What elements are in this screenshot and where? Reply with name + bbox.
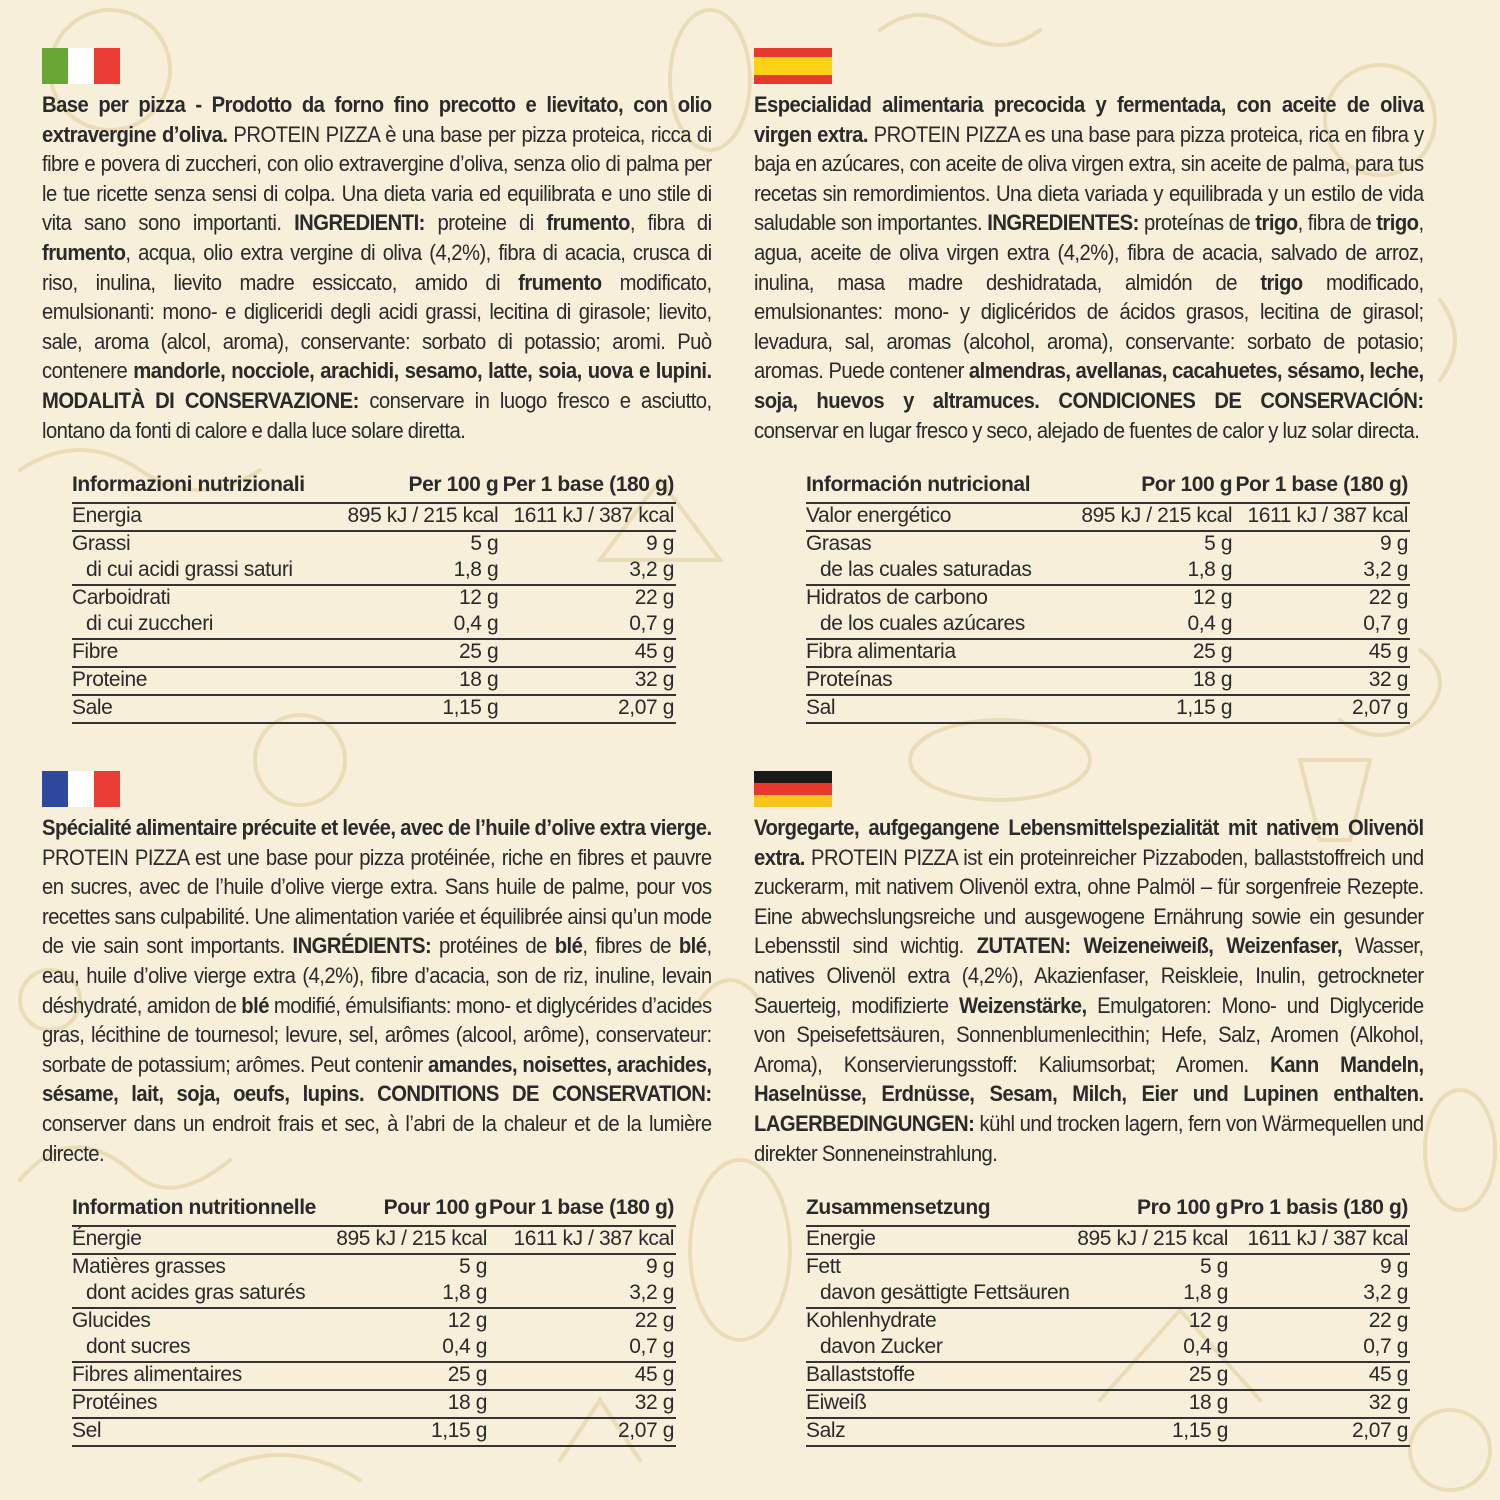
value-per-base: 2,07 g bbox=[489, 1418, 676, 1446]
value-per-100g: 12 g bbox=[447, 1309, 488, 1332]
text-run: Wasser, natives Olivenöl extra (4,2%), Akazienfaser, Reiskleie, Inulin, getrockneter Sauerteig, modifizierte bbox=[754, 933, 1424, 1018]
table-row bbox=[806, 585, 1410, 612]
bold-text-run: Base per pizza - Prodotto da forno fino precotto e lievitato, con olio extravergine d’oliva. bbox=[42, 92, 712, 147]
table-row bbox=[72, 1254, 676, 1281]
value-per-100g: 5 g bbox=[459, 1255, 488, 1278]
value-per-base: 45 g bbox=[489, 1362, 676, 1390]
text-run: proteínas de bbox=[1138, 210, 1256, 236]
value-per-100g: 12 g bbox=[1192, 586, 1233, 609]
nutrient-name: Sal bbox=[806, 695, 1073, 723]
column-header: Information nutritionnelle bbox=[72, 1191, 331, 1226]
table-row bbox=[72, 1362, 676, 1390]
column-header: Por 1 base (180 g) bbox=[1234, 468, 1410, 503]
value-per-base: 45 g bbox=[500, 639, 676, 667]
bold-text-run: mandorle, nocciole, arachidi, sesamo, latte, soia, uova e lupini. MODALITÀ DI CONSERVAZIONE: bbox=[42, 358, 712, 413]
italy-flag-icon bbox=[42, 48, 120, 84]
nutrient-name: de los cuales azúcares bbox=[806, 612, 1073, 639]
table-header-row bbox=[72, 468, 676, 503]
bold-text-run: amandes, noisettes, arachides, sésame, lait, soja, oeufs, lupins. CONDITIONS DE CONSERVATION: bbox=[42, 1051, 712, 1107]
value-per-100g: 18 g bbox=[339, 667, 500, 695]
nutrition-table bbox=[72, 1191, 676, 1447]
nutrient-name: de las cuales saturadas bbox=[806, 558, 1073, 585]
nutrient-name: Sale bbox=[72, 695, 339, 723]
table-header-row bbox=[806, 468, 1410, 503]
table-row bbox=[806, 1281, 1410, 1308]
bold-text-run: INGREDIENTES: bbox=[987, 210, 1139, 236]
nutrient-name: davon gesättigte Fettsäuren bbox=[806, 1281, 1074, 1308]
bold-text-run: INGRÉDIENTS: bbox=[292, 933, 432, 959]
nutrient-name: Matières grasses bbox=[72, 1255, 226, 1278]
nutrition-facts-table bbox=[72, 1191, 676, 1447]
nutrient-name: Hidratos de carbono bbox=[806, 586, 988, 609]
column-header: Zusammensetzung bbox=[806, 1191, 1074, 1226]
value-per-100g: 25 g bbox=[339, 639, 500, 667]
table-row bbox=[72, 585, 676, 612]
value-per-base: 3,2 g bbox=[500, 558, 676, 585]
table-row bbox=[806, 503, 1410, 531]
bold-text-run: frumento bbox=[546, 210, 630, 236]
value-per-100g: 1,8 g bbox=[331, 1281, 489, 1308]
bold-text-run: INGREDIENTI: bbox=[294, 210, 425, 236]
value-per-base: 22 g bbox=[1368, 586, 1408, 609]
value-per-base: 0,7 g bbox=[489, 1335, 676, 1362]
nutrient-name: di cui acidi grassi saturi bbox=[72, 558, 339, 585]
italian-section bbox=[42, 48, 712, 719]
value-per-100g: 12 g bbox=[459, 586, 499, 609]
value-per-base: 1611 kJ / 387 kcal bbox=[1234, 503, 1410, 531]
table-row bbox=[806, 531, 1410, 558]
text-run: kühl und trocken lagern, fern von Wärmequellen und direkter Sonneneinstrahlung. bbox=[754, 1110, 1424, 1166]
bold-text-run: ZUTATEN: Weizeneiweiß, Weizenfaser, bbox=[976, 933, 1343, 959]
nutrient-name: Energia bbox=[72, 503, 339, 531]
german-section bbox=[754, 771, 1424, 1442]
text-run: , acqua, olio extra vergine di oliva (4,2%), fibra di acacia, crusca di riso, inulina, lievito madre essiccato, amido di bbox=[42, 239, 712, 295]
value-per-base: 9 g bbox=[646, 532, 674, 555]
product-description bbox=[42, 90, 712, 445]
table-row bbox=[806, 667, 1410, 695]
table-row bbox=[806, 639, 1410, 667]
bold-text-run: blé bbox=[241, 992, 269, 1018]
nutrient-name: davon Zucker bbox=[806, 1335, 1074, 1362]
nutrient-name: di cui zuccheri bbox=[72, 612, 339, 639]
bold-text-run: Kann Mandeln, Haselnüsse, Erdnüsse, Sesam, Milch, Eier und Lupinen enthalten. LAGERBEDINGUNGEN: bbox=[754, 1051, 1424, 1136]
column-header: Pour 1 base (180 g) bbox=[489, 1191, 676, 1226]
bold-text-run: Weizenstärke, bbox=[958, 992, 1087, 1018]
nutrient-name: dont sucres bbox=[72, 1335, 331, 1362]
text-run: PROTEIN PIZZA ist ein proteinreicher Pizzaboden, ballaststoffreich und zuckerarm, mit nativem Olivenöl extra, ohne Palmöl – für sorgenfreie Rezepte. Eine abwechslungsreiche und ausgewogene Ernährung sowie ein gesunder Lebensstil sind wichtig. bbox=[754, 844, 1424, 959]
nutrient-name: Carboidrati bbox=[72, 586, 171, 609]
text-run: proteine di bbox=[424, 210, 547, 236]
nutrition-facts-table bbox=[72, 468, 676, 724]
bold-text-run: Spécialité alimentaire précuite et levée, avec de l’huile d’olive extra vierge. bbox=[42, 815, 712, 840]
table-row bbox=[72, 503, 676, 531]
value-per-100g: 1,8 g bbox=[1073, 558, 1234, 585]
table-row bbox=[806, 1362, 1410, 1390]
nutrient-name: Fett bbox=[806, 1255, 841, 1278]
nutrient-name: Eiweiß bbox=[806, 1390, 1074, 1418]
column-header: Pro 1 basis (180 g) bbox=[1230, 1191, 1410, 1226]
bold-text-run: Vorgegarte, aufgegangene Lebensmittelspezialität mit nativem Olivenöl extra. bbox=[754, 815, 1424, 870]
nutrient-name: Ballaststoffe bbox=[806, 1362, 1074, 1390]
value-per-base: 1611 kJ / 387 kcal bbox=[1230, 1226, 1410, 1254]
table-row bbox=[72, 531, 676, 558]
text-run: modifié, émulsifiants: mono- et diglycérides d’acides gras, lécithine de tournesol; levure, sel, arômes (alcool, arôme), conservateur: sorbate de potassium; arômes. Peut contenir bbox=[42, 992, 712, 1077]
table-row bbox=[72, 1418, 676, 1446]
value-per-base: 2,07 g bbox=[1230, 1418, 1410, 1446]
table-row bbox=[72, 1226, 676, 1254]
table-row bbox=[806, 695, 1410, 723]
value-per-100g: 18 g bbox=[331, 1390, 489, 1418]
table-row bbox=[72, 558, 676, 585]
nutrient-name: Grasas bbox=[806, 532, 872, 555]
french-section bbox=[42, 771, 712, 1442]
text-run: PROTEIN PIZZA est une base pour pizza protéinée, riche en fibres et pauvre en sucres, avec de l’huile d’olive vierge extra. Sans huile de palme, pour vos recettes sans culpabilité. Une alimentation variée et équilibrée ainsi qu’un mode de vie sain sont importants. bbox=[42, 844, 712, 959]
text-run: PROTEIN PIZZA es una base para pizza proteica, rica en fibra y baja en azúcares, con aceite de oliva virgen extra, sin aceite de palma, para tus recetas sin remordimientos. Una dieta variada y equilibrada y un estilo de vida saludable son importantes. bbox=[754, 121, 1424, 236]
value-per-base: 1611 kJ / 387 kcal bbox=[489, 1226, 676, 1254]
value-per-100g: 0,4 g bbox=[331, 1335, 489, 1362]
bold-text-run: trigo bbox=[1376, 210, 1419, 236]
text-run: , fibres de bbox=[582, 933, 679, 959]
value-per-base: 0,7 g bbox=[1230, 1335, 1410, 1362]
value-per-base: 3,2 g bbox=[489, 1281, 676, 1308]
nutrition-table bbox=[72, 468, 676, 724]
text-run: conservar en lugar fresco y seco, alejado de fuentes de calor y luz solar directa. bbox=[754, 417, 1420, 443]
value-per-100g: 895 kJ / 215 kcal bbox=[1073, 503, 1234, 531]
nutrient-name: Grassi bbox=[72, 532, 131, 555]
text-run: conservare in luogo fresco e asciutto, lontano da fonti di calore e dalla luce solare diretta. bbox=[42, 387, 712, 443]
value-per-100g: 1,15 g bbox=[1073, 695, 1234, 723]
value-per-100g: 895 kJ / 215 kcal bbox=[339, 503, 500, 531]
bold-text-run: frumento bbox=[42, 239, 126, 265]
value-per-100g: 0,4 g bbox=[1074, 1335, 1230, 1362]
value-per-100g: 1,15 g bbox=[1074, 1418, 1230, 1446]
value-per-base: 9 g bbox=[1380, 532, 1408, 555]
value-per-base: 45 g bbox=[1230, 1362, 1410, 1390]
value-per-100g: 1,8 g bbox=[339, 558, 500, 585]
column-header: Per 1 base (180 g) bbox=[500, 468, 676, 503]
table-row bbox=[72, 1335, 676, 1362]
nutrient-name: Valor energético bbox=[806, 503, 1073, 531]
nutrition-facts-table bbox=[806, 1191, 1410, 1447]
nutrient-name: Sel bbox=[72, 1418, 331, 1446]
bold-text-run: Especialidad alimentaria precocida y fermentada, con aceite de oliva virgen extra. bbox=[754, 92, 1424, 147]
bold-text-run: frumento bbox=[518, 269, 602, 295]
value-per-base: 32 g bbox=[1230, 1390, 1410, 1418]
nutrient-name: Glucides bbox=[72, 1309, 151, 1332]
nutrient-name: Fibra alimentaria bbox=[806, 639, 1073, 667]
value-per-100g: 25 g bbox=[1073, 639, 1234, 667]
nutrient-name: Proteine bbox=[72, 667, 339, 695]
value-per-base: 0,7 g bbox=[1234, 612, 1410, 639]
table-row bbox=[72, 667, 676, 695]
value-per-base: 0,7 g bbox=[500, 612, 676, 639]
value-per-base: 22 g bbox=[634, 586, 674, 609]
column-header: Per 100 g bbox=[339, 468, 500, 503]
value-per-base: 9 g bbox=[1380, 1255, 1408, 1278]
text-run: modificado, emulsionantes: mono- y diglicéridos de ácidos grasos, lecitina de girasol; levadura, sal, aromas (alcohol, aroma), conservante: sorbato de potasio; aromas. Puede contener bbox=[754, 269, 1424, 384]
value-per-base: 45 g bbox=[1234, 639, 1410, 667]
bold-text-run: blé bbox=[554, 933, 583, 959]
value-per-100g: 18 g bbox=[1074, 1390, 1230, 1418]
bold-text-run: trigo bbox=[1255, 210, 1298, 236]
table-row bbox=[806, 1226, 1410, 1254]
table-row bbox=[806, 1390, 1410, 1418]
nutrient-name: Kohlenhydrate bbox=[806, 1309, 937, 1332]
table-row bbox=[72, 695, 676, 723]
value-per-100g: 5 g bbox=[1204, 532, 1233, 555]
value-per-base: 3,2 g bbox=[1234, 558, 1410, 585]
nutrition-facts-table bbox=[806, 468, 1410, 724]
column-header: Información nutricional bbox=[806, 468, 1073, 503]
column-header: Por 100 g bbox=[1073, 468, 1234, 503]
france-flag-icon bbox=[42, 771, 120, 807]
table-header-row bbox=[72, 1191, 676, 1226]
value-per-100g: 895 kJ / 215 kcal bbox=[331, 1226, 489, 1254]
germany-flag-icon bbox=[754, 771, 832, 807]
text-run: modificato, emulsionanti: mono- e digliceridi degli acidi grassi, lecitina di girasole; lievito, sale, aroma (alcol, aroma), conservante: sorbato di potassio; aromi. Può contenere bbox=[42, 269, 712, 384]
column-header: Pour 100 g bbox=[331, 1191, 489, 1226]
value-per-base: 3,2 g bbox=[1230, 1281, 1410, 1308]
text-run: conserver dans un endroit frais et sec, à l’abri de la chaleur et de la lumière directe. bbox=[42, 1110, 712, 1166]
nutrition-table bbox=[806, 1191, 1410, 1447]
value-per-100g: 1,15 g bbox=[331, 1418, 489, 1446]
product-description bbox=[754, 813, 1424, 1168]
value-per-base: 32 g bbox=[500, 667, 676, 695]
table-row bbox=[806, 612, 1410, 639]
value-per-100g: 5 g bbox=[470, 532, 499, 555]
value-per-100g: 1,8 g bbox=[1074, 1281, 1230, 1308]
nutrient-name: Fibres alimentaires bbox=[72, 1362, 331, 1390]
nutrient-name: Proteínas bbox=[806, 667, 1073, 695]
table-row bbox=[806, 1254, 1410, 1281]
value-per-100g: 5 g bbox=[1200, 1255, 1228, 1278]
value-per-base: 1611 kJ / 387 kcal bbox=[500, 503, 676, 531]
text-run: , fibra de bbox=[1297, 210, 1377, 236]
value-per-base: 2,07 g bbox=[500, 695, 676, 723]
table-row bbox=[72, 639, 676, 667]
table-row bbox=[806, 1335, 1410, 1362]
column-header: Pro 100 g bbox=[1074, 1191, 1230, 1226]
value-per-base: 22 g bbox=[1368, 1309, 1408, 1332]
value-per-base: 32 g bbox=[1234, 667, 1410, 695]
value-per-100g: 1,15 g bbox=[339, 695, 500, 723]
table-header-row bbox=[806, 1191, 1410, 1226]
nutrient-name: Protéines bbox=[72, 1390, 331, 1418]
text-run: , fibra di bbox=[629, 210, 712, 236]
value-per-100g: 895 kJ / 215 kcal bbox=[1074, 1226, 1230, 1254]
text-run: , eau, huile d’olive vierge extra (4,2%), fibre d’acacia, son de riz, inuline, levain déshydraté, amidon de bbox=[42, 933, 712, 1018]
value-per-100g: 0,4 g bbox=[1073, 612, 1234, 639]
column-header: Informazioni nutrizionali bbox=[72, 468, 339, 503]
nutrient-name: Salz bbox=[806, 1418, 1074, 1446]
table-row bbox=[806, 1308, 1410, 1335]
value-per-base: 32 g bbox=[489, 1390, 676, 1418]
value-per-100g: 0,4 g bbox=[339, 612, 500, 639]
table-row bbox=[72, 1390, 676, 1418]
nutrient-name: Énergie bbox=[72, 1226, 331, 1254]
bold-text-run: almendras, avellanas, cacahuetes, sésamo, leche, soja, huevos y altramuces. CONDICIONES DE CONSERVACIÓN: bbox=[754, 358, 1424, 413]
nutrient-name: Fibre bbox=[72, 639, 339, 667]
product-description bbox=[42, 813, 712, 1168]
value-per-base: 22 g bbox=[634, 1309, 674, 1332]
bold-text-run: blé bbox=[678, 933, 707, 959]
value-per-base: 9 g bbox=[646, 1255, 674, 1278]
table-row bbox=[806, 558, 1410, 585]
value-per-base: 2,07 g bbox=[1234, 695, 1410, 723]
bold-text-run: trigo bbox=[1260, 269, 1303, 295]
value-per-100g: 12 g bbox=[1188, 1309, 1228, 1332]
text-run: , agua, aceite de oliva virgen extra (4,2%), fibra de acacia, salvado de arroz, inulina, masa madre deshidratada, almidón de bbox=[754, 210, 1424, 295]
nutrient-name: Energie bbox=[806, 1226, 1074, 1254]
table-row bbox=[72, 1308, 676, 1335]
nutrient-name: dont acides gras saturés bbox=[72, 1281, 331, 1308]
product-description bbox=[754, 90, 1424, 445]
text-run: Emulgatoren: Mono- und Diglyceride von Speisefettsäuren, Sonnenblumenlecithin; Hefe, Salz, Aromen (Alkohol, Aroma), Konservierungsstoff: Kaliumsorbat; Aromen. bbox=[754, 992, 1424, 1077]
text-run: protéines de bbox=[431, 933, 555, 959]
spain-flag-icon bbox=[754, 48, 832, 84]
table-row bbox=[72, 612, 676, 639]
text-run: PROTEIN PIZZA è una base per pizza proteica, ricca di fibre e povera di zuccheri, con olio extravergine d’oliva, senza olio di palma per le tue ricette senza sensi di colpa. Una dieta varia ed equilibrata e uno stile di vita sano sono importanti. bbox=[42, 121, 712, 236]
table-row bbox=[806, 1418, 1410, 1446]
value-per-100g: 18 g bbox=[1073, 667, 1234, 695]
table-row bbox=[72, 1281, 676, 1308]
value-per-100g: 25 g bbox=[331, 1362, 489, 1390]
nutrition-table bbox=[806, 468, 1410, 724]
spanish-section bbox=[754, 48, 1424, 719]
value-per-100g: 25 g bbox=[1074, 1362, 1230, 1390]
